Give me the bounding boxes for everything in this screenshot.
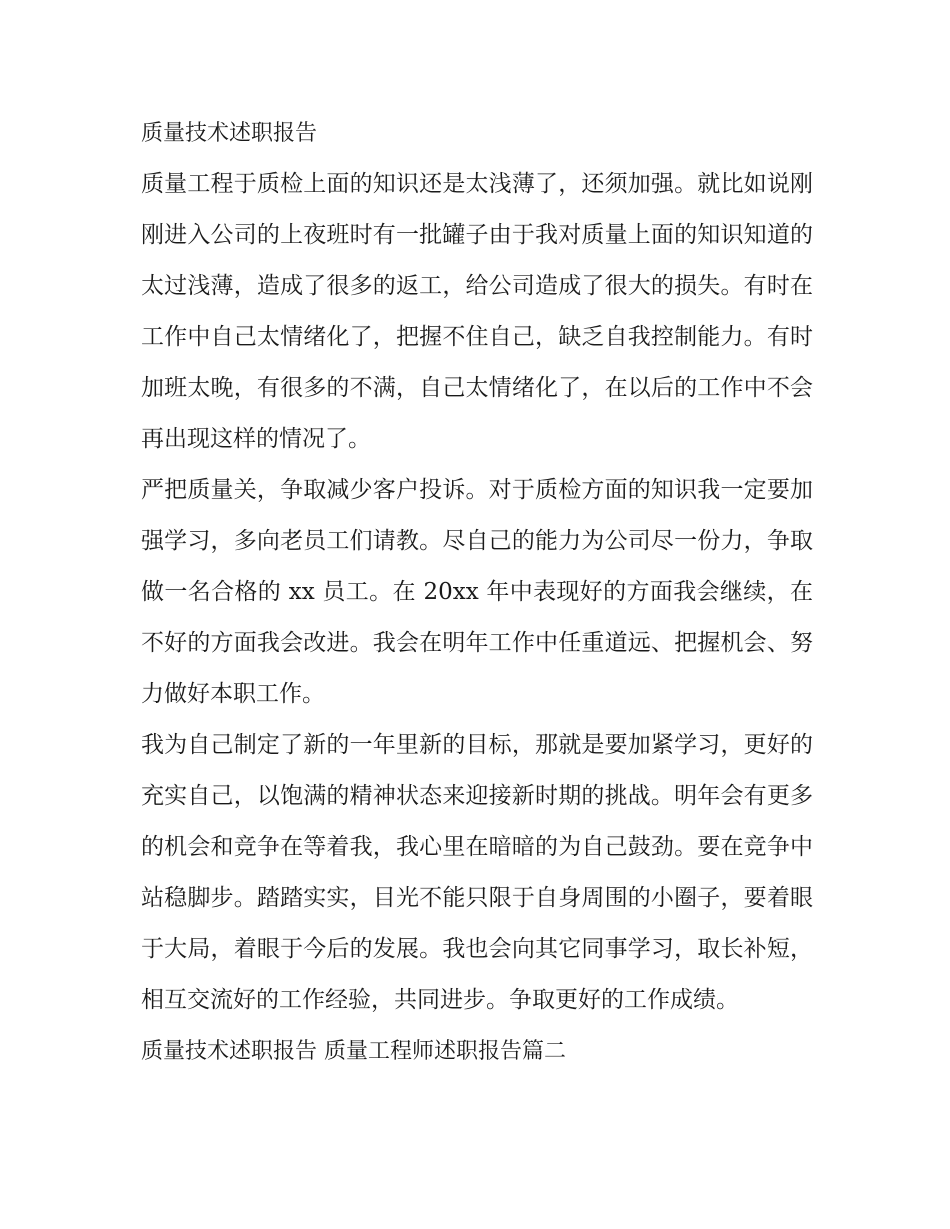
closing-heading: 质量技术述职报告 质量工程师述职报告篇二	[141, 1039, 566, 1064]
paragraph-2: 严把质量关，争取减少客户投诉。对于质检方面的知识我一定要加强学习，多向老员工们请教。尽自己的能力为公司尽一份力，争取做一名合格的 xx 员工。在 20xx 年中表现好的方面我会继续，在不好的方面我会改进。我会在明年工作中任重道远、把握机会、努力做好本职工作。	[141, 477, 813, 707]
document-body	[141, 108, 813, 1077]
document-title: 质量技术述职报告	[141, 121, 318, 146]
paragraph-3: 我为自己制定了新的一年里新的目标，那就是要加紧学习，更好的充实自己，以饱满的精神状态来迎接新时期的挑战。明年会有更多的机会和竞争在等着我，我心里在暗暗的为自己鼓劲。要在竞争中站稳脚步。踏踏实实，目光不能只限于自身周围的小圈子，要着眼于大局，着眼于今后的发展。我也会向其它同事学习，取长补短，相互交流好的工作经验，共同进步。争取更好的工作成绩。	[141, 732, 813, 1013]
paragraph-1: 质量工程于质检上面的知识还是太浅薄了，还须加强。就比如说刚刚进入公司的上夜班时有一批罐子由于我对质量上面的知识知道的太过浅薄，造成了很多的返工，给公司造成了很大的损失。有时在工作中自己太情绪化了，把握不住自己，缺乏自我控制能力。有时加班太晚，有很多的不满，自己太情绪化了，在以后的工作中不会再出现这样的情况了。	[141, 171, 813, 452]
